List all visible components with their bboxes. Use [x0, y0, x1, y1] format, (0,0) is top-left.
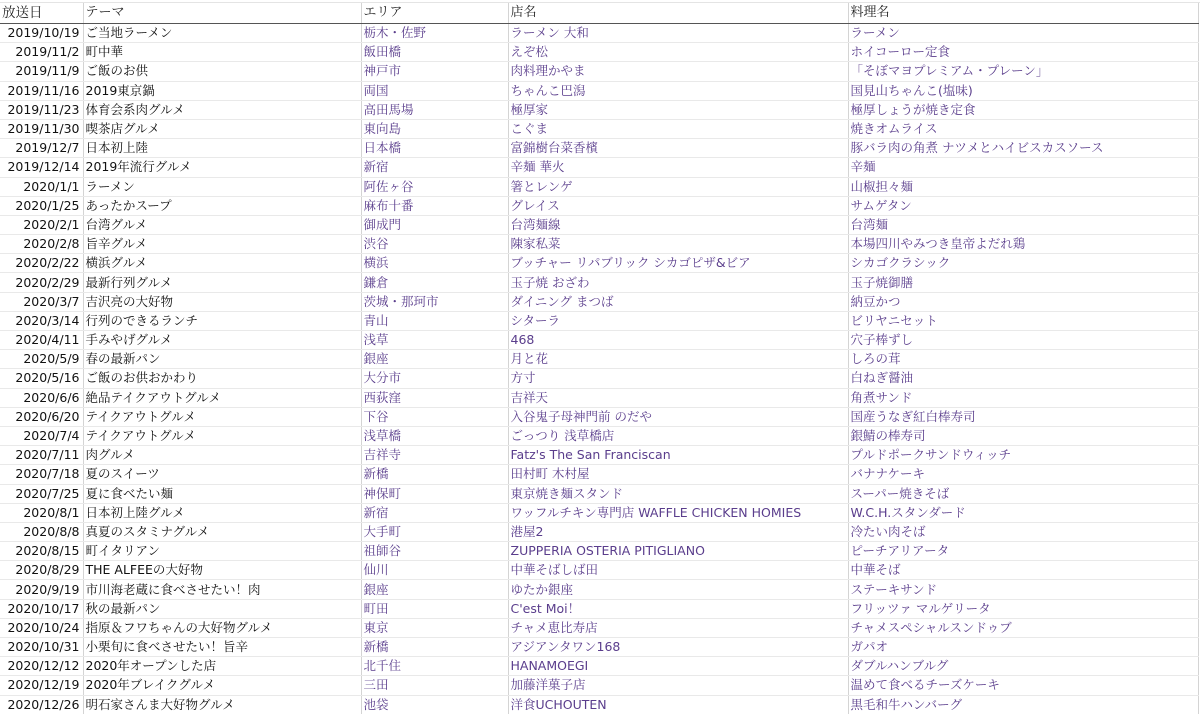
- table-row: [0, 618, 1198, 637]
- cell-area[interactable]: 茨城・那珂市: [361, 292, 508, 311]
- cell-shop[interactable]: グレイス: [508, 196, 848, 215]
- cell-area[interactable]: 青山: [361, 311, 508, 330]
- cell-date[interactable]: 2020/12/19: [0, 676, 83, 695]
- cell-shop[interactable]: 吉祥天: [508, 388, 848, 407]
- cell-theme[interactable]: 小栗旬に食べさせたい！旨辛: [83, 638, 361, 657]
- cell-shop[interactable]: ごっつり 浅草橋店: [508, 426, 848, 445]
- cell-date[interactable]: 2019/11/30: [0, 119, 83, 138]
- table-row: [0, 695, 1198, 714]
- table-row: [0, 599, 1198, 618]
- cell-theme[interactable]: 明石家さんま大好物グルメ: [83, 695, 361, 714]
- cell-shop[interactable]: 玉子焼 おざわ: [508, 273, 848, 292]
- cell-date[interactable]: 2020/2/1: [0, 215, 83, 234]
- cell-theme[interactable]: 横浜グルメ: [83, 254, 361, 273]
- cell-theme[interactable]: 秋の最新パン: [83, 599, 361, 618]
- cell-dish[interactable]: バナナケーキ: [848, 465, 1198, 484]
- cell-shop[interactable]: 東京焼き麺スタンド: [508, 484, 848, 503]
- cell-dish[interactable]: シカゴクラシック: [848, 254, 1198, 273]
- cell-date[interactable]: 2020/4/11: [0, 331, 83, 350]
- cell-area[interactable]: 西荻窪: [361, 388, 508, 407]
- table-row: [0, 369, 1198, 388]
- cell-theme[interactable]: 喫茶店グルメ: [83, 119, 361, 138]
- cell-area[interactable]: 吉祥寺: [361, 446, 508, 465]
- cell-shop[interactable]: ワッフルチキン専門店 WAFFLE CHICKEN HOMIES: [508, 503, 848, 522]
- cell-area[interactable]: 御成門: [361, 215, 508, 234]
- cell-area[interactable]: 浅草橋: [361, 426, 508, 445]
- table-row: [0, 235, 1198, 254]
- cell-date[interactable]: 2020/10/17: [0, 599, 83, 618]
- cell-theme[interactable]: 日本初上陸: [83, 139, 361, 158]
- cell-dish[interactable]: 本場四川やみつき皇帝よだれ鶏: [848, 235, 1198, 254]
- cell-date[interactable]: 2019/12/14: [0, 158, 83, 177]
- cell-shop[interactable]: こぐま: [508, 119, 848, 138]
- cell-shop[interactable]: チャメ恵比寿店: [508, 618, 848, 637]
- cell-theme[interactable]: 町中華: [83, 43, 361, 62]
- cell-dish[interactable]: ホイコーロー定食: [848, 43, 1198, 62]
- table-row: [0, 24, 1198, 43]
- cell-dish[interactable]: プルドポークサンドウィッチ: [848, 446, 1198, 465]
- cell-dish[interactable]: 冷たい肉そば: [848, 522, 1198, 541]
- cell-date[interactable]: 2019/10/19: [0, 24, 83, 43]
- cell-dish[interactable]: スーパー焼きそば: [848, 484, 1198, 503]
- cell-shop[interactable]: ダイニング まつば: [508, 292, 848, 311]
- cell-theme[interactable]: 2020年ブレイクグルメ: [83, 676, 361, 695]
- cell-theme[interactable]: ご当地ラーメン: [83, 24, 361, 43]
- cell-shop[interactable]: HANAMOEGI: [508, 657, 848, 676]
- cell-area[interactable]: 神戸市: [361, 62, 508, 81]
- cell-dish[interactable]: チャメスペシャルスンドゥブ: [848, 618, 1198, 637]
- table-row: [0, 254, 1198, 273]
- cell-theme[interactable]: 春の最新パン: [83, 350, 361, 369]
- cell-shop[interactable]: ゆたか銀座: [508, 580, 848, 599]
- cell-dish[interactable]: ステーキサンド: [848, 580, 1198, 599]
- table-row: [0, 62, 1198, 81]
- header-theme[interactable]: テーマ: [83, 3, 361, 24]
- cell-dish[interactable]: 角煮サンド: [848, 388, 1198, 407]
- cell-theme[interactable]: 最新行列グルメ: [83, 273, 361, 292]
- header-dish[interactable]: 料理名: [848, 3, 1198, 24]
- cell-date[interactable]: 2020/7/18: [0, 465, 83, 484]
- cell-date[interactable]: 2019/11/16: [0, 81, 83, 100]
- cell-date[interactable]: 2020/8/15: [0, 542, 83, 561]
- cell-area[interactable]: 大手町: [361, 522, 508, 541]
- cell-shop[interactable]: 箸とレンゲ: [508, 177, 848, 196]
- cell-area[interactable]: 飯田橋: [361, 43, 508, 62]
- cell-area[interactable]: 麻布十番: [361, 196, 508, 215]
- cell-dish[interactable]: しろの茸: [848, 350, 1198, 369]
- cell-dish[interactable]: 焼きオムライス: [848, 119, 1198, 138]
- cell-theme[interactable]: 市川海老蔵に食べさせたい！肉: [83, 580, 361, 599]
- header-date[interactable]: 放送日: [0, 3, 83, 24]
- cell-date[interactable]: 2020/3/14: [0, 311, 83, 330]
- cell-date[interactable]: 2020/9/19: [0, 580, 83, 599]
- cell-shop[interactable]: シターラ: [508, 311, 848, 330]
- cell-theme[interactable]: 体育会系肉グルメ: [83, 100, 361, 119]
- cell-shop[interactable]: 富錦樹台菜香檳: [508, 139, 848, 158]
- cell-date[interactable]: 2020/2/22: [0, 254, 83, 273]
- cell-shop[interactable]: ブッチャー リパブリック シカゴピザ&ビア: [508, 254, 848, 273]
- cell-theme[interactable]: 旨辛グルメ: [83, 235, 361, 254]
- cell-dish[interactable]: 銀鯖の棒寿司: [848, 426, 1198, 445]
- cell-area[interactable]: 高田馬場: [361, 100, 508, 119]
- cell-date[interactable]: 2020/7/4: [0, 426, 83, 445]
- cell-area[interactable]: 北千住: [361, 657, 508, 676]
- table-row: [0, 407, 1198, 426]
- cell-date[interactable]: 2019/11/23: [0, 100, 83, 119]
- header-area[interactable]: エリア: [361, 3, 508, 24]
- table-row: [0, 503, 1198, 522]
- table-row: [0, 676, 1198, 695]
- table-row: [0, 273, 1198, 292]
- cell-date[interactable]: 2020/5/16: [0, 369, 83, 388]
- cell-area[interactable]: 新宿: [361, 503, 508, 522]
- cell-shop[interactable]: アジアンタワン168: [508, 638, 848, 657]
- cell-shop[interactable]: 港屋2: [508, 522, 848, 541]
- table-body: [0, 24, 1198, 714]
- cell-area[interactable]: 下谷: [361, 407, 508, 426]
- cell-theme[interactable]: 真夏のスタミナグルメ: [83, 522, 361, 541]
- episode-table: [0, 3, 1199, 714]
- cell-theme[interactable]: 台湾グルメ: [83, 215, 361, 234]
- cell-area[interactable]: 日本橋: [361, 139, 508, 158]
- cell-theme[interactable]: 2020年オープンした店: [83, 657, 361, 676]
- cell-area[interactable]: 仙川: [361, 561, 508, 580]
- cell-date[interactable]: 2020/6/20: [0, 407, 83, 426]
- cell-shop[interactable]: 台湾麺線: [508, 215, 848, 234]
- table-row: [0, 177, 1198, 196]
- table-row: [0, 100, 1198, 119]
- cell-theme[interactable]: 吉沢亮の大好物: [83, 292, 361, 311]
- cell-theme[interactable]: 夏のスイーツ: [83, 465, 361, 484]
- cell-theme[interactable]: テイクアウトグルメ: [83, 407, 361, 426]
- table-row: [0, 426, 1198, 445]
- cell-date[interactable]: 2020/10/31: [0, 638, 83, 657]
- table-row: [0, 580, 1198, 599]
- cell-date[interactable]: 2020/6/6: [0, 388, 83, 407]
- cell-date[interactable]: 2020/7/11: [0, 446, 83, 465]
- cell-date[interactable]: 2019/11/9: [0, 62, 83, 81]
- cell-theme[interactable]: 2019東京鍋: [83, 81, 361, 100]
- table-row: [0, 657, 1198, 676]
- cell-date[interactable]: 2020/3/7: [0, 292, 83, 311]
- cell-theme[interactable]: ラーメン: [83, 177, 361, 196]
- cell-shop[interactable]: 中華そばしば田: [508, 561, 848, 580]
- cell-shop[interactable]: 月と花: [508, 350, 848, 369]
- cell-area[interactable]: 三田: [361, 676, 508, 695]
- cell-dish[interactable]: 国見山ちゃんこ(塩味): [848, 81, 1198, 100]
- cell-dish[interactable]: 豚バラ肉の角煮 ナツメとハイビスカスソース: [848, 139, 1198, 158]
- cell-area[interactable]: 栃木・佐野: [361, 24, 508, 43]
- cell-date[interactable]: 2020/7/25: [0, 484, 83, 503]
- table-row: [0, 196, 1198, 215]
- cell-dish[interactable]: 「そぼマヨプレミアム・プレーン」: [848, 62, 1198, 81]
- cell-date[interactable]: 2020/5/9: [0, 350, 83, 369]
- cell-dish[interactable]: サムゲタン: [848, 196, 1198, 215]
- cell-area[interactable]: 銀座: [361, 580, 508, 599]
- cell-theme[interactable]: 肉グルメ: [83, 446, 361, 465]
- cell-dish[interactable]: ラーメン: [848, 24, 1198, 43]
- cell-theme[interactable]: テイクアウトグルメ: [83, 426, 361, 445]
- table-row: [0, 561, 1198, 580]
- cell-shop[interactable]: 田村町 木村屋: [508, 465, 848, 484]
- table-row: [0, 638, 1198, 657]
- cell-area[interactable]: 町田: [361, 599, 508, 618]
- cell-shop[interactable]: C'est Moi！: [508, 599, 848, 618]
- cell-shop[interactable]: ちゃんこ巴潟: [508, 81, 848, 100]
- header-shop[interactable]: 店名: [508, 3, 848, 24]
- cell-theme[interactable]: 夏に食べたい麺: [83, 484, 361, 503]
- cell-date[interactable]: 2020/8/1: [0, 503, 83, 522]
- cell-area[interactable]: 浅草: [361, 331, 508, 350]
- cell-dish[interactable]: ダブルハンブルグ: [848, 657, 1198, 676]
- cell-dish[interactable]: ガパオ: [848, 638, 1198, 657]
- cell-theme[interactable]: あったかスープ: [83, 196, 361, 215]
- cell-area[interactable]: 鎌倉: [361, 273, 508, 292]
- cell-dish[interactable]: 穴子棒ずし: [848, 331, 1198, 350]
- cell-dish[interactable]: 黒毛和牛ハンバーグ: [848, 695, 1198, 714]
- cell-theme[interactable]: 日本初上陸グルメ: [83, 503, 361, 522]
- cell-shop[interactable]: 極厚家: [508, 100, 848, 119]
- table-row: [0, 331, 1198, 350]
- cell-shop[interactable]: 辛麺 華火: [508, 158, 848, 177]
- cell-area[interactable]: 横浜: [361, 254, 508, 273]
- table-row: [0, 388, 1198, 407]
- cell-area[interactable]: 大分市: [361, 369, 508, 388]
- header-row: [0, 3, 1198, 24]
- cell-date[interactable]: 2020/10/24: [0, 618, 83, 637]
- cell-shop[interactable]: えぞ松: [508, 43, 848, 62]
- cell-theme[interactable]: THE ALFEEの大好物: [83, 561, 361, 580]
- cell-shop[interactable]: ラーメン 大和: [508, 24, 848, 43]
- cell-area[interactable]: 池袋: [361, 695, 508, 714]
- table-row: [0, 43, 1198, 62]
- table-row: [0, 292, 1198, 311]
- cell-area[interactable]: 渋谷: [361, 235, 508, 254]
- cell-date[interactable]: 2020/2/8: [0, 235, 83, 254]
- table-row: [0, 446, 1198, 465]
- cell-date[interactable]: 2019/11/2: [0, 43, 83, 62]
- cell-dish[interactable]: 玉子焼御膳: [848, 273, 1198, 292]
- cell-date[interactable]: 2019/12/7: [0, 139, 83, 158]
- cell-shop[interactable]: 加藤洋菓子店: [508, 676, 848, 695]
- table-row: [0, 139, 1198, 158]
- cell-area[interactable]: 新橋: [361, 638, 508, 657]
- cell-area[interactable]: 新橋: [361, 465, 508, 484]
- table-row: [0, 81, 1198, 100]
- cell-shop[interactable]: 入谷鬼子母神門前 のだや: [508, 407, 848, 426]
- cell-area[interactable]: 両国: [361, 81, 508, 100]
- table-row: [0, 215, 1198, 234]
- cell-dish[interactable]: 納豆かつ: [848, 292, 1198, 311]
- cell-theme[interactable]: 手みやげグルメ: [83, 331, 361, 350]
- cell-theme[interactable]: ご飯のお供: [83, 62, 361, 81]
- cell-date[interactable]: 2020/12/12: [0, 657, 83, 676]
- table-row: [0, 522, 1198, 541]
- cell-shop[interactable]: 陳家私菜: [508, 235, 848, 254]
- table-row: [0, 465, 1198, 484]
- cell-area[interactable]: 阿佐ヶ谷: [361, 177, 508, 196]
- cell-date[interactable]: 2020/1/1: [0, 177, 83, 196]
- cell-dish[interactable]: 台湾麺: [848, 215, 1198, 234]
- cell-dish[interactable]: 極厚しょうが焼き定食: [848, 100, 1198, 119]
- cell-dish[interactable]: ビリヤニセット: [848, 311, 1198, 330]
- cell-area[interactable]: 銀座: [361, 350, 508, 369]
- table-row: [0, 542, 1198, 561]
- cell-dish[interactable]: 辛麺: [848, 158, 1198, 177]
- table-row: [0, 311, 1198, 330]
- cell-area[interactable]: 東京: [361, 618, 508, 637]
- cell-shop[interactable]: 肉料理かやま: [508, 62, 848, 81]
- table-row: [0, 350, 1198, 369]
- cell-dish[interactable]: 国産うなぎ紅白棒寿司: [848, 407, 1198, 426]
- cell-shop[interactable]: 方寸: [508, 369, 848, 388]
- cell-area[interactable]: 東向島: [361, 119, 508, 138]
- cell-dish[interactable]: 中華そば: [848, 561, 1198, 580]
- cell-shop[interactable]: 洋食UCHOUTEN: [508, 695, 848, 714]
- table-row: [0, 484, 1198, 503]
- cell-shop[interactable]: 468: [508, 331, 848, 350]
- cell-dish[interactable]: フリッツァ マルゲリータ: [848, 599, 1198, 618]
- cell-theme[interactable]: 町イタリアン: [83, 542, 361, 561]
- cell-shop[interactable]: ZUPPERIA OSTERIA PITIGLIANO: [508, 542, 848, 561]
- table-row: [0, 119, 1198, 138]
- cell-dish[interactable]: 山椒担々麺: [848, 177, 1198, 196]
- cell-dish[interactable]: 白ねぎ醤油: [848, 369, 1198, 388]
- cell-theme[interactable]: ご飯のお供おかわり: [83, 369, 361, 388]
- cell-theme[interactable]: 絶品テイクアウトグルメ: [83, 388, 361, 407]
- cell-area[interactable]: 神保町: [361, 484, 508, 503]
- cell-dish[interactable]: ピーチアリアータ: [848, 542, 1198, 561]
- cell-dish[interactable]: 温めて食べるチーズケーキ: [848, 676, 1198, 695]
- cell-theme[interactable]: 行列のできるランチ: [83, 311, 361, 330]
- cell-date[interactable]: 2020/8/29: [0, 561, 83, 580]
- cell-area[interactable]: 祖師谷: [361, 542, 508, 561]
- cell-theme[interactable]: 指原＆フワちゃんの大好物グルメ: [83, 618, 361, 637]
- cell-date[interactable]: 2020/12/26: [0, 695, 83, 714]
- cell-theme[interactable]: 2019年流行グルメ: [83, 158, 361, 177]
- cell-date[interactable]: 2020/1/25: [0, 196, 83, 215]
- cell-date[interactable]: 2020/8/8: [0, 522, 83, 541]
- table-row: [0, 158, 1198, 177]
- cell-area[interactable]: 新宿: [361, 158, 508, 177]
- cell-shop[interactable]: Fatz's The San Franciscan: [508, 446, 848, 465]
- cell-date[interactable]: 2020/2/29: [0, 273, 83, 292]
- cell-dish[interactable]: W.C.H.スタンダード: [848, 503, 1198, 522]
